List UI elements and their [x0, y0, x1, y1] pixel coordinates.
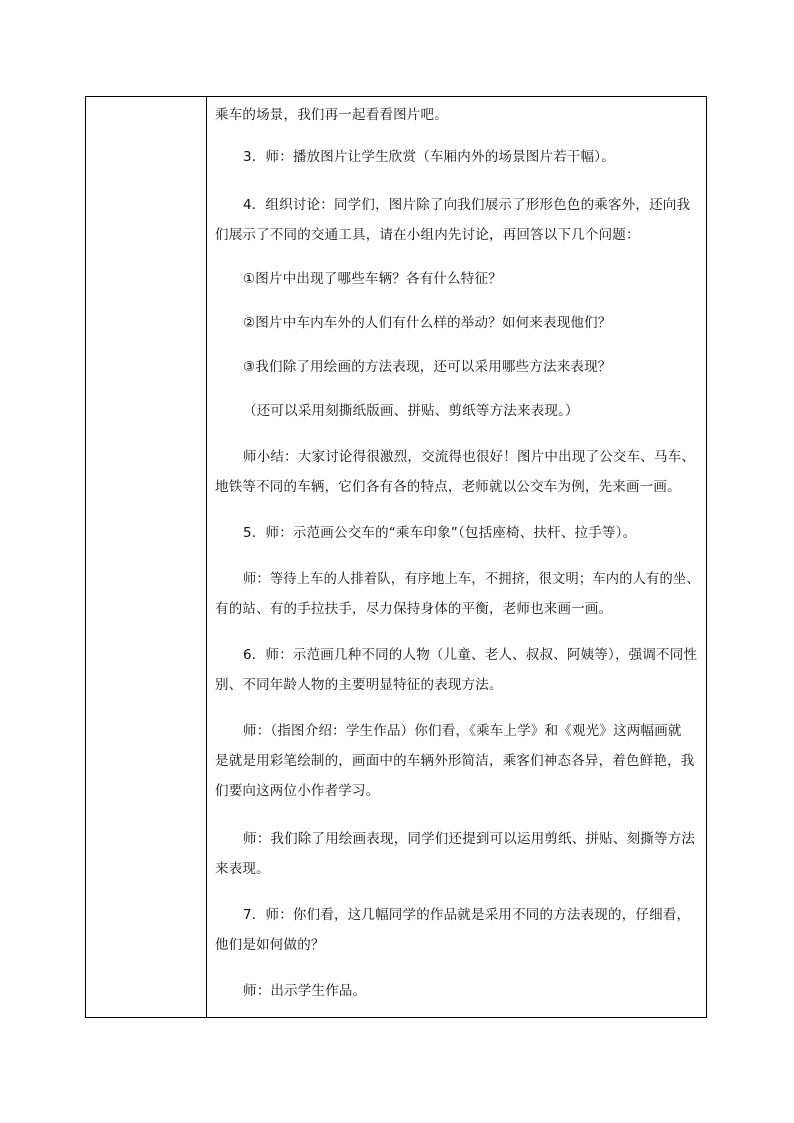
text-line: 师：等待上车的人排着队，有序地上车，不拥挤，很文明；车内的人有的坐、: [243, 571, 700, 587]
text-line: 们展示了不同的交通工具，请在小组内先讨论，再回答以下几个问题：: [215, 227, 640, 243]
text-line: 师：出示学生作品。: [243, 983, 367, 999]
text-line: 别、不同年龄人物的主要明显特征的表现方法。: [215, 677, 503, 693]
text-line: （还可以采用刻撕纸版画、拼贴、剪纸等方法来表现。）: [243, 403, 579, 419]
lesson-table: [85, 96, 707, 1018]
text-line: 3．师：播放图片让学生欣赏（车厢内外的场景图片若干幅）。: [243, 149, 615, 165]
text-line: 来表现。: [215, 861, 270, 877]
text-line: 5．师：示范画公交车的“乘车印象”（包括座椅、扶杆、拉手等）。: [243, 525, 637, 541]
text-line: ③我们除了用绘画的方法表现，还可以采用哪些方法来表现？: [243, 359, 612, 375]
table-left-cell: [86, 97, 207, 1017]
text-line: 7．师：你们看，这几幅同学的作品就是采用不同的方法表现的，仔细看，: [243, 907, 691, 923]
text-line: ②图片中车内车外的人们有什么样的举动？如何来表现他们？: [243, 315, 612, 331]
text-line: ①图片中出现了哪些车辆？各有什么特征？: [243, 271, 502, 287]
text-line: 是就是用彩笔绘制的，画面中的车辆外形简洁，乘客们神态各异，着色鲜艳，我: [215, 753, 695, 769]
text-line: 师小结：大家讨论得很激烈，交流得也很好！图片中出现了公交车、马车、: [243, 449, 696, 465]
text-line: 师：（指图介绍：学生作品）你们看，《乘车上学》和《观光》这两幅画就: [243, 723, 682, 739]
text-line: 有的站、有的手拉扶手，尽力保持身体的平衡，老师也来画一画。: [215, 601, 613, 617]
text-line: 6．师：示范画几种不同的人物（儿童、老人、叔叔、阿姨等），强调不同性: [243, 647, 698, 663]
text-line: 师：我们除了用绘画表现，同学们还提到可以运用剪纸、拼贴、刻撕等方法: [243, 831, 696, 847]
text-line: 地铁等不同的车辆，它们各有各的特点，老师就以公交车为例，先来画一画。: [215, 479, 681, 495]
table-content-cell: [207, 97, 706, 1017]
text-line: 4．组织讨论：同学们，图片除了向我们展示了形形色色的乘客外，还向我: [243, 197, 691, 213]
text-line: 们要向这两位小作者学习。: [215, 783, 380, 799]
text-line: 他们是如何做的？: [215, 937, 325, 953]
text-line: 乘车的场景，我们再一起看看图片吧。: [215, 107, 448, 123]
